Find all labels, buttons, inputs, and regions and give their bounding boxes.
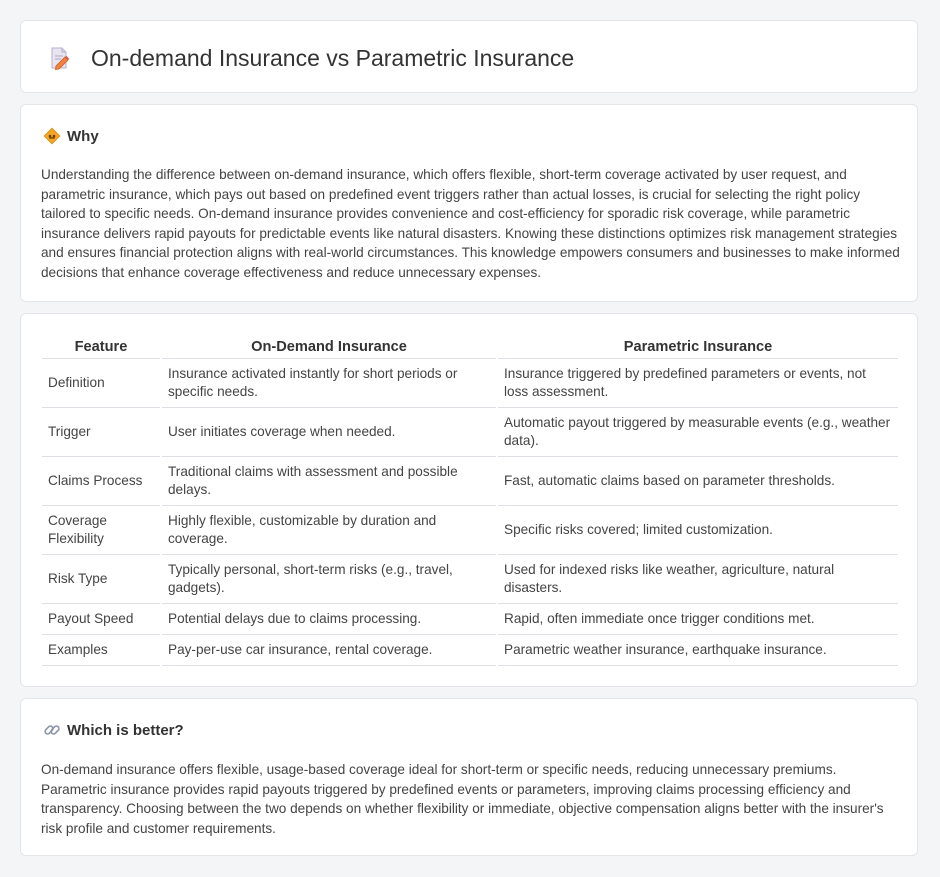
row-parametric: Automatic payout triggered by measurable events (e.g., weather data).: [497, 408, 898, 457]
row-on-demand: Insurance activated instantly for short periods or specific needs.: [161, 359, 497, 408]
row-on-demand: Highly flexible, customizable by duration and coverage.: [161, 506, 497, 555]
row-on-demand: Typically personal, short-term risks (e.g., travel, gadgets).: [161, 555, 497, 604]
header-feature: Feature: [42, 336, 161, 359]
row-feature: Definition: [42, 359, 161, 408]
table-row: [42, 408, 898, 457]
why-card: [20, 104, 918, 302]
table-row: [42, 506, 898, 555]
link-icon: [43, 721, 61, 739]
better-card: [20, 698, 918, 856]
row-feature: Examples: [42, 635, 161, 666]
table-row: [42, 635, 898, 666]
table-row: [42, 457, 898, 506]
row-parametric: Specific risks covered; limited customization.: [497, 506, 898, 555]
table-row: [42, 359, 898, 408]
table-header-row: [42, 336, 898, 359]
row-feature: Risk Type: [42, 555, 161, 604]
why-text: Understanding the difference between on-demand insurance, which offers flexible, short-term coverage activated by user request, and parametric insurance, which pays out based on predefined event triggers rather than actual losses, is crucial for selecting the right policy tailored to specific needs. On-demand insurance provides convenience and cost-efficiency for sporadic risk coverage, while parametric insurance delivers rapid payouts for predictable events like natural disasters. Knowing these distinctions optimizes risk management strategies and ensures financial protection aligns with real-world circumstances. This knowledge empowers consumers and businesses to make informed decisions that enhance coverage effectiveness and reduce unnecessary expenses.: [41, 167, 900, 280]
table-row: [42, 604, 898, 635]
row-on-demand: Pay-per-use car insurance, rental coverage.: [161, 635, 497, 666]
header-parametric: Parametric Insurance: [497, 336, 898, 359]
row-on-demand: User initiates coverage when needed.: [161, 408, 497, 457]
better-heading: [43, 721, 184, 739]
row-parametric: Used for indexed risks like weather, agriculture, natural disasters.: [497, 555, 898, 604]
page-title: On-demand Insurance vs Parametric Insurance: [91, 45, 575, 71]
row-parametric: Fast, automatic claims based on parameter thresholds.: [497, 457, 898, 506]
header-card: [20, 20, 918, 93]
comparison-table: [42, 336, 898, 666]
better-text: On-demand insurance offers flexible, usage-based coverage ideal for short-term or specific needs, reducing unnecessary premiums. Parametric insurance provides rapid payouts triggered by predefined events or parameters, improving claims processing efficiency and transparency. Choosing between the two depends on whether flexibility or immediate, objective compensation aligns better with the insurer's risk profile and customer requirements.: [41, 762, 884, 836]
row-parametric: Insurance triggered by predefined parameters or events, not loss assessment.: [497, 359, 898, 408]
row-on-demand: Traditional claims with assessment and possible delays.: [161, 457, 497, 506]
row-feature: Payout Speed: [42, 604, 161, 635]
row-feature: Coverage Flexibility: [42, 506, 161, 555]
comparison-card: [20, 313, 918, 687]
row-on-demand: Potential delays due to claims processing.: [161, 604, 497, 635]
why-heading: [43, 127, 99, 145]
document-pencil-icon: [47, 46, 71, 70]
row-feature: Claims Process: [42, 457, 161, 506]
row-parametric: Rapid, often immediate once trigger conditions met.: [497, 604, 898, 635]
row-feature: Trigger: [42, 408, 161, 457]
warning-sign-icon: [43, 127, 61, 145]
why-title: Why: [67, 127, 99, 145]
header: [47, 43, 574, 73]
better-title: Which is better?: [67, 721, 184, 739]
row-parametric: Parametric weather insurance, earthquake insurance.: [497, 635, 898, 666]
table-row: [42, 555, 898, 604]
header-on-demand: On-Demand Insurance: [161, 336, 497, 359]
